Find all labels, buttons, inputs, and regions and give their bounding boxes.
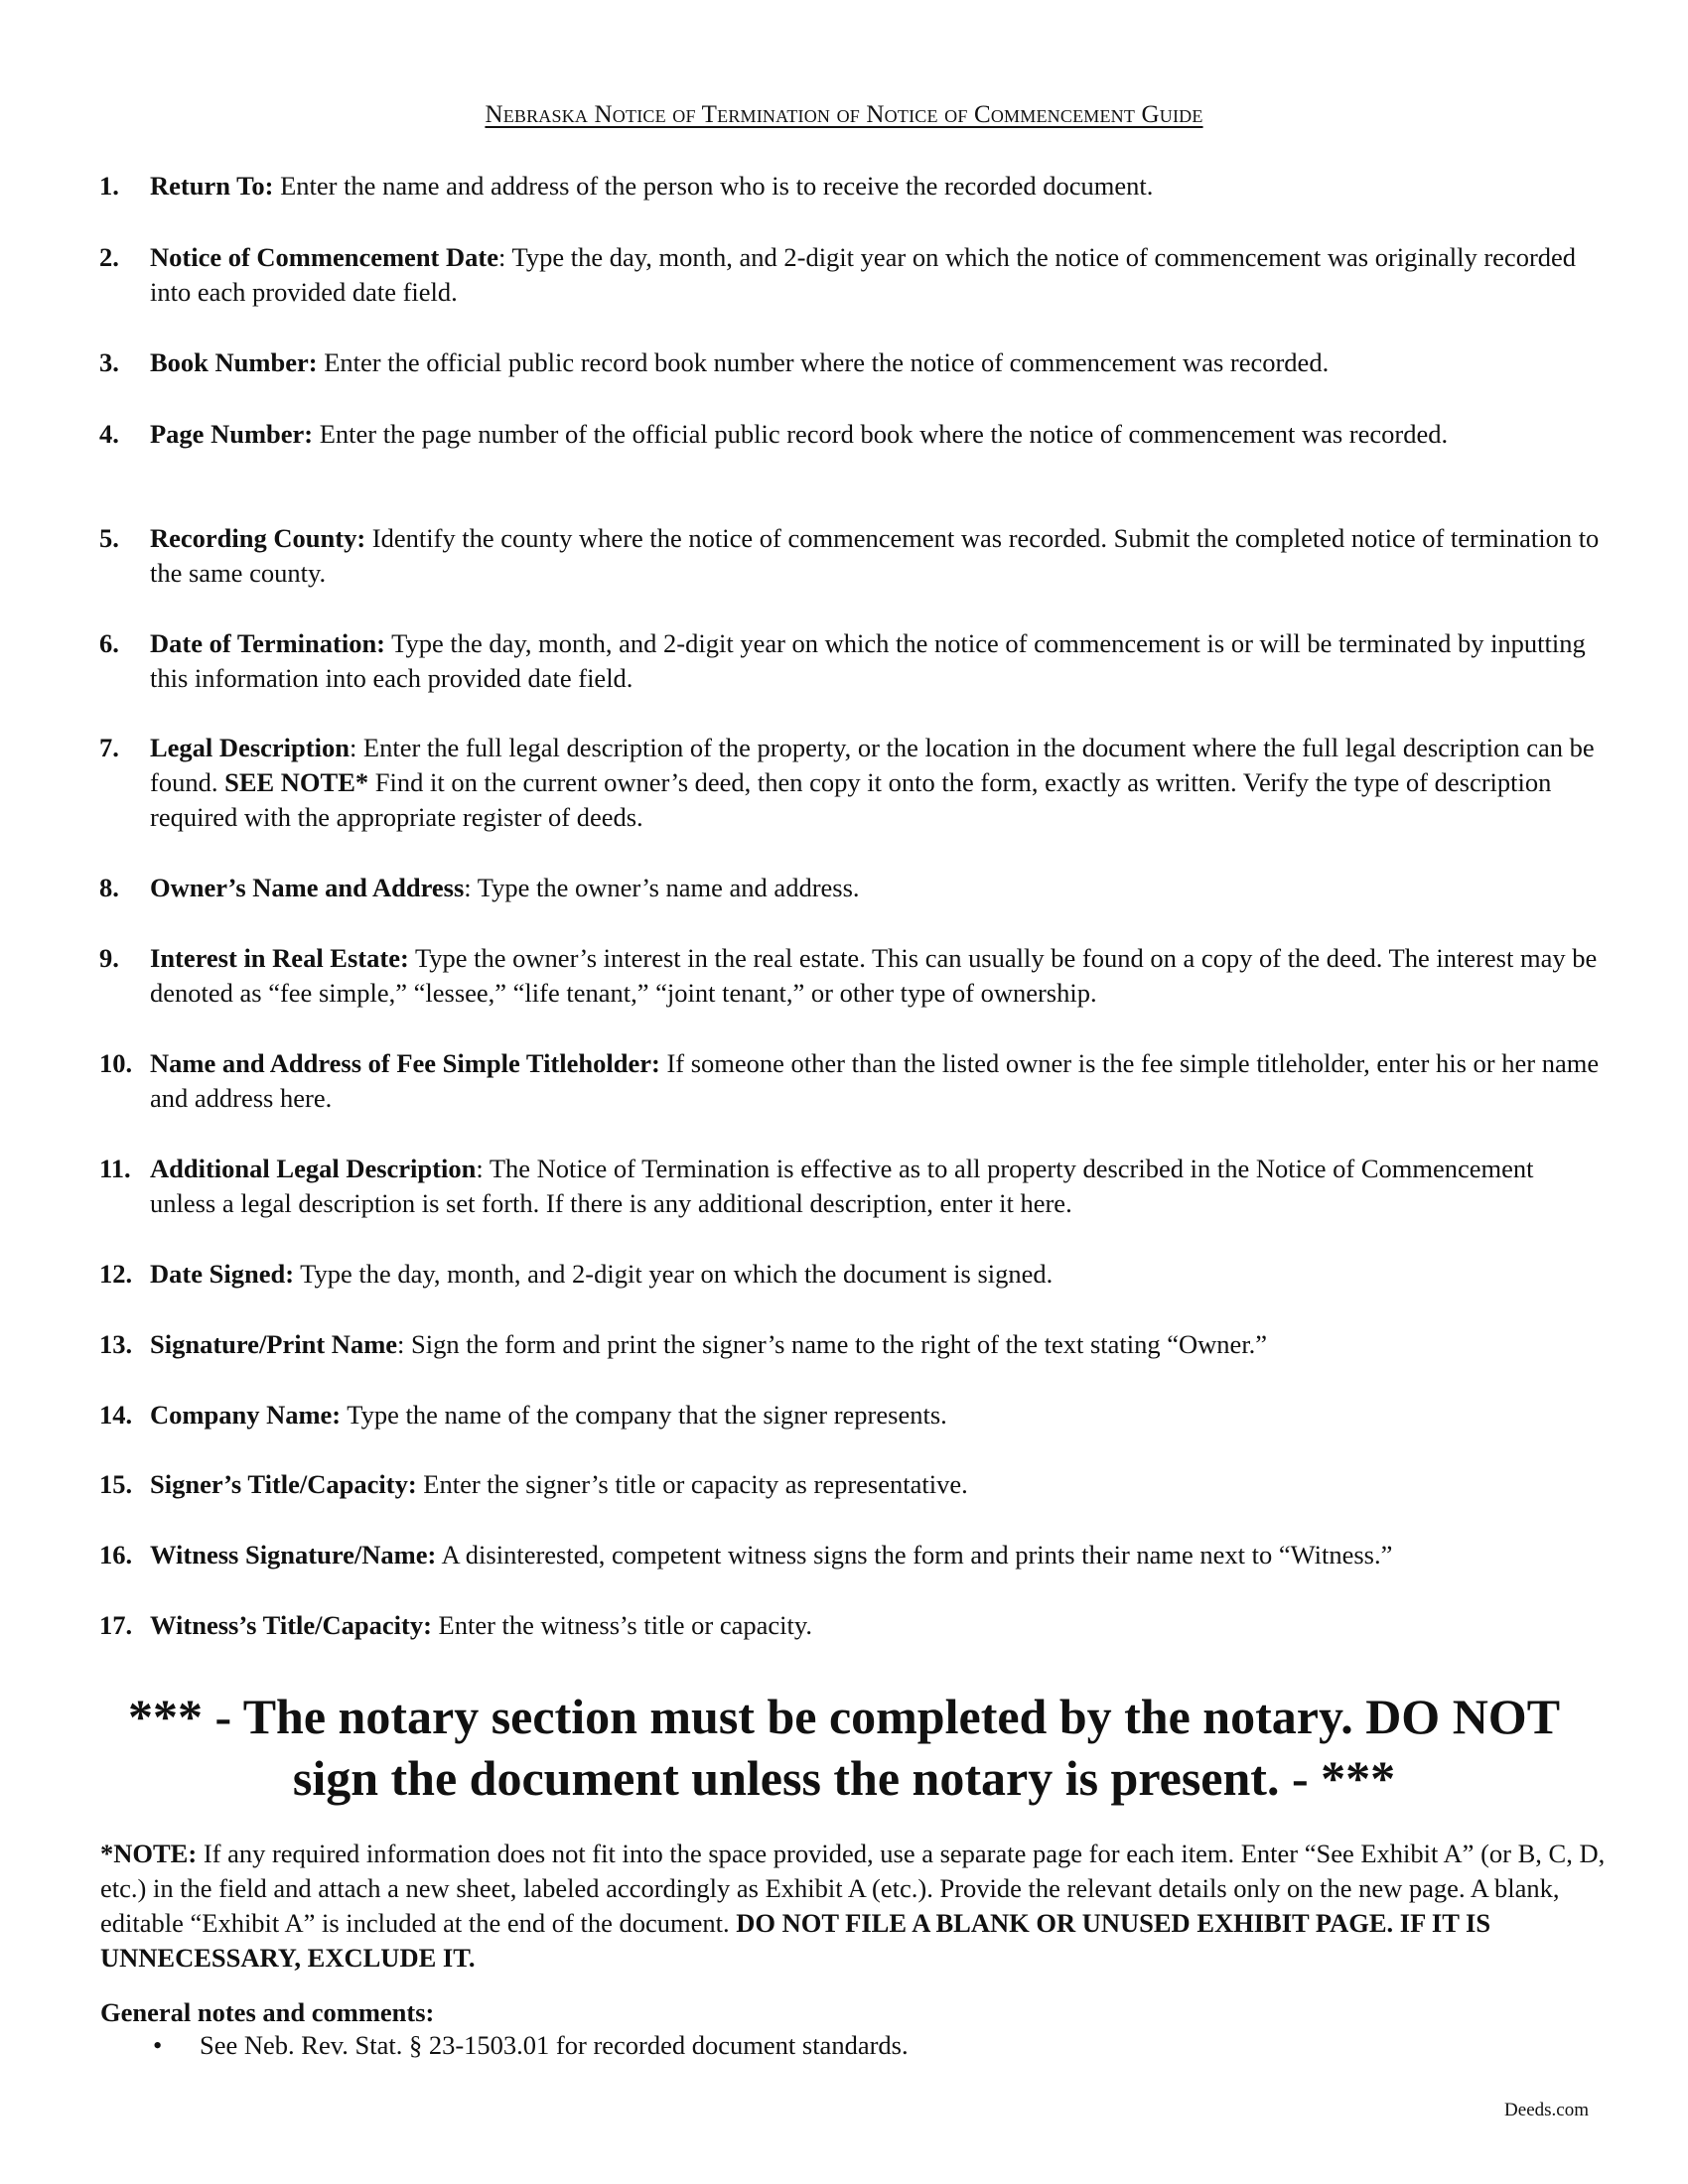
item-text: Enter the signer’s title or capacity as representative. [416,1469,968,1499]
item-label: Recording County: [150,523,366,553]
item-label: Additional Legal Description [150,1154,477,1183]
warning-line: sign the document unless the notary is present. - *** [292,1750,1396,1806]
item-text: : Type the owner’s name and address. [464,873,860,902]
item-label: Witness Signature/Name: [150,1540,437,1570]
notary-warning [0,1686,1688,1809]
item-text: Type the owner’s interest in the real estate. This can usually be found on a copy of the deed. The interest may be denoted as “fee simple,” “lessee,” “life tenant,” “joint tenant,” or other type of ownership. [150,943,1598,1008]
item-number: 12. [99,1259,133,1289]
note-bold-tail: DO NOT FILE A BLANK OR UNUSED EXHIBIT PAGE. IF IT IS UNNECESSARY, EXCLUDE IT. [100,1908,1491,1973]
item-number: 3. [99,347,119,377]
item-label: Signature/Print Name [150,1329,398,1359]
general-note-item: See Neb. Rev. Stat. § 23-1503.01 for recorded document standards. [200,2030,909,2060]
item-text: Identify the county where the notice of commencement was recorded. Submit the completed notice of termination to the same county. [150,523,1600,588]
bullet-icon: • [153,2030,163,2060]
item-label: Return To: [150,171,274,201]
item-text: Type the name of the company that the signer represents. [341,1400,947,1430]
note-text: If any required information does not fit into the space provided, use a separate page for each item. Enter “See Exhibit A” (or B, C, D, etc.) in the field and attach a new sheet, labeled accordingly as Exhibit A (etc.). Provide the relevant details only on the new page. A blank, editable “Exhibit A” is included at the end of the document. [100,1839,1606,1938]
item-text: Enter the witness’s title or capacity. [431,1610,813,1640]
item-number: 9. [99,943,119,973]
item-label: Date of Termination: [150,628,386,658]
warning-line: *** - The notary section must be completed by the notary. DO NOT [127,1689,1561,1744]
item-label: Legal Description [150,733,350,762]
item-number: 5. [99,523,119,553]
item-text: : Enter the full legal description of the property, or the location in the document where the full legal description can be found. [150,733,1595,797]
see-note-label: SEE NOTE* [224,767,369,797]
item-label: Notice of Commencement Date [150,242,498,272]
item-number: 14. [99,1400,133,1430]
item-number: 15. [99,1469,133,1499]
item-text: Find it on the current owner’s deed, then copy it onto the form, exactly as written. Verify the type of description required with the appropriate register of deeds. [150,767,1552,832]
item-text: A disinterested, competent witness signs the form and prints their name next to “Witness.” [436,1540,1393,1570]
item-label: Name and Address of Fee Simple Titleholder: [150,1048,660,1078]
note-label: *NOTE: [100,1839,198,1868]
item-text: Enter the name and address of the person who is to receive the recorded document. [273,171,1154,201]
item-number: 16. [99,1540,133,1570]
item-text: : Type the day, month, and 2-digit year on which the notice of commencement was originally recorded into each provided date field. [150,242,1577,307]
item-text: If someone other than the listed owner is the fee simple titleholder, enter his or her name and address here. [150,1048,1600,1113]
general-notes-heading: General notes and comments: [100,1997,435,2027]
page-title: Nebraska Notice of Termination of Notice of Commencement Guide [485,101,1203,128]
item-text: : The Notice of Termination is effective as to all property described in the Notice of Commencement unless a legal description is set forth. If there is any additional description, enter it here. [150,1154,1534,1218]
item-label: Signer’s Title/Capacity: [150,1469,417,1499]
item-number: 11. [99,1154,131,1183]
item-text: Type the day, month, and 2-digit year on which the notice of commencement is or will be terminated by inputting this information into each provided date field. [150,628,1586,693]
item-text: Enter the page number of the official public record book where the notice of commencement was recorded. [313,419,1449,449]
item-number: 4. [99,419,119,449]
exhibit-note [100,1837,1619,1976]
item-label: Interest in Real Estate: [150,943,409,973]
item-number: 6. [99,628,119,658]
item-number: 17. [99,1610,133,1640]
item-label: Date Signed: [150,1259,295,1289]
item-text: : Sign the form and print the signer’s name to the right of the text stating “Owner.” [397,1329,1268,1359]
item-label: Page Number: [150,419,314,449]
item-label: Book Number: [150,347,318,377]
item-number: 1. [99,171,119,201]
footer-brand: Deeds.com [1504,2100,1589,2120]
item-label: Company Name: [150,1400,342,1430]
item-text: Type the day, month, and 2-digit year on which the document is signed. [294,1259,1054,1289]
item-number: 10. [99,1048,133,1078]
item-number: 13. [99,1329,133,1359]
item-label: Owner’s Name and Address [150,873,465,902]
item-text: Enter the official public record book number where the notice of commencement was recorded. [317,347,1330,377]
item-label: Witness’s Title/Capacity: [150,1610,432,1640]
item-number: 8. [99,873,119,902]
item-number: 7. [99,733,119,762]
item-number: 2. [99,242,119,272]
